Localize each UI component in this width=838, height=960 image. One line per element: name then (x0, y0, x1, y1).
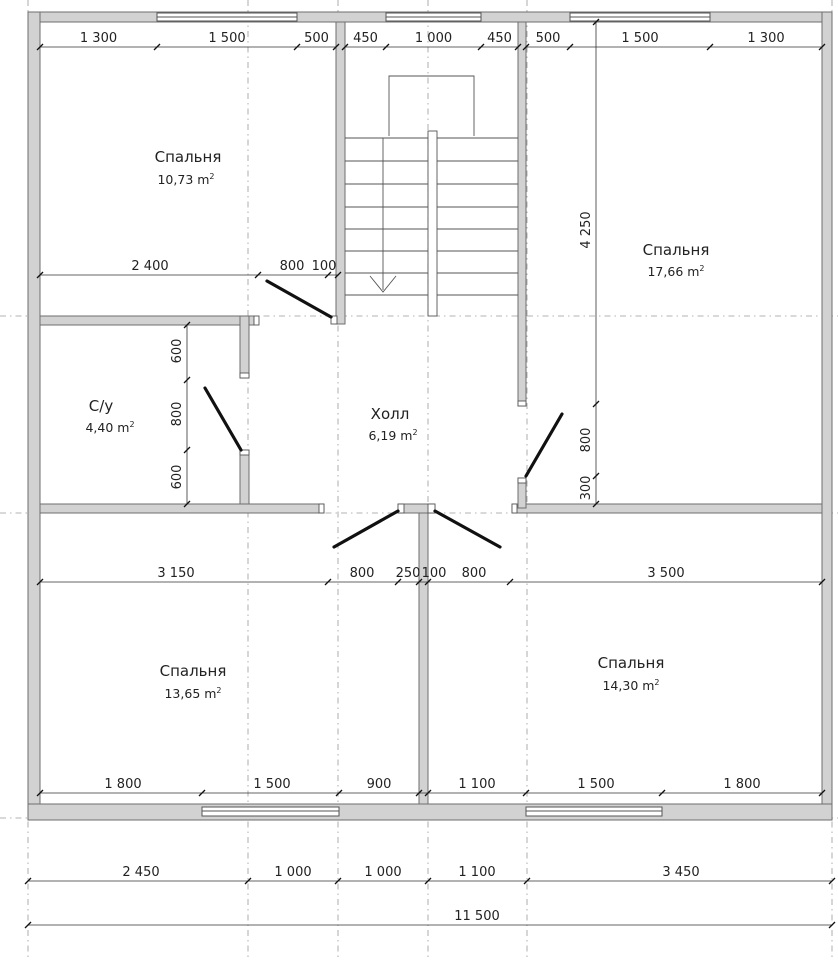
wall-middle-left (40, 504, 324, 513)
door-bedroom-top-right (526, 414, 562, 476)
dim-top-right-label: 1 300 (747, 31, 785, 46)
dim-top-middle-label: 450 (353, 31, 378, 46)
stair-handrail (428, 131, 437, 316)
room-area-bathroom: 4,40 $m^2$ (85, 420, 135, 435)
wall-middle-right (512, 504, 822, 513)
dim-bottom-row-label: 1 500 (253, 777, 291, 792)
dim-middle-row-label: 100 (421, 566, 447, 581)
dim-bathroom-label: 600 (170, 338, 185, 364)
dim-bathroom-label: 800 (170, 401, 185, 427)
dim-overall-label: 11 500 (454, 909, 500, 924)
dim-bottom-row-label: 1 500 (577, 777, 615, 792)
room-name-hall: Холл (370, 405, 410, 423)
wall-stair-right (518, 22, 526, 406)
wall-bottom-divider (419, 513, 428, 804)
room-area-bedroom-top-left: 10,73 $m^2$ (157, 172, 215, 187)
dim-outer-label: 1 000 (274, 865, 312, 880)
door-bedroom-bottom-right (435, 511, 500, 547)
dim-top-right-label: 500 (535, 31, 561, 46)
room-area-bedroom-top-right: 17,66 $m^2$ (647, 264, 705, 279)
dim-middle-row-label: 3 150 (157, 566, 195, 581)
door-bedroom-top-left (267, 281, 331, 317)
outer-wall-right (822, 12, 832, 820)
dim-bottom-row-label: 1 100 (458, 777, 496, 792)
room-name-bathroom: С/у (88, 397, 114, 415)
dim-middle-row-label: 800 (349, 566, 375, 581)
door-bedroom-bottom-left (334, 511, 398, 547)
wall-bathroom-right-upper (240, 316, 249, 378)
dim-top-left-label: 1 300 (79, 31, 118, 46)
door-bathroom (205, 388, 241, 450)
dim-right-bedroom-label: 4 250 (579, 211, 594, 249)
room-name-bedroom-bottom-right: Спальня (597, 654, 665, 672)
window-bottom-left (202, 807, 339, 816)
outer-wall-left (28, 12, 40, 820)
dim-middle-row-label: 3 500 (647, 566, 685, 581)
dim-outer-label: 1 000 (364, 865, 402, 880)
dim-right-bedroom-label: 800 (579, 427, 594, 453)
dim-bottom-row-label: 1 800 (723, 777, 761, 792)
dim-top-middle-label: 450 (487, 31, 512, 46)
dim-middle-row-label: 250 (395, 566, 421, 581)
dim-outer-label: 1 100 (458, 865, 496, 880)
dim-middle-row-label: 800 (461, 566, 487, 581)
dim-bottom-row-label: 1 800 (104, 777, 142, 792)
dim-top-left-label: 500 (304, 31, 329, 46)
dim-left-bedroom-label: 2 400 (131, 259, 169, 274)
room-area-bedroom-bottom-left: 13,65 $m^2$ (164, 686, 222, 701)
dim-right-bedroom-label: 300 (579, 475, 594, 501)
dim-top-middle-label: 1 000 (414, 31, 453, 46)
dim-bathroom-label: 600 (170, 464, 185, 490)
dim-top-left-label: 1 500 (208, 31, 246, 46)
outer-wall-bottom (28, 804, 832, 820)
room-name-bedroom-top-left: Спальня (154, 148, 222, 166)
dim-left-bedroom-label: 100 (311, 259, 337, 274)
dim-left-bedroom-label: 800 (279, 259, 305, 274)
staircase (345, 76, 518, 316)
wall-bathroom-top (40, 316, 254, 325)
wall-left-stair (336, 22, 345, 324)
dim-outer-label: 2 450 (122, 865, 160, 880)
room-area-bedroom-bottom-right: 14,30 $m^2$ (602, 678, 660, 693)
room-name-bedroom-top-right: Спальня (642, 241, 710, 259)
room-name-bedroom-bottom-left: Спальня (159, 662, 227, 680)
dim-outer-label: 3 450 (662, 865, 700, 880)
room-area-hall: 6,19 $m^2$ (368, 428, 418, 443)
dim-bottom-row-label: 900 (366, 777, 392, 792)
window-bottom-right (526, 807, 662, 816)
dim-top-right-label: 1 500 (621, 31, 659, 46)
